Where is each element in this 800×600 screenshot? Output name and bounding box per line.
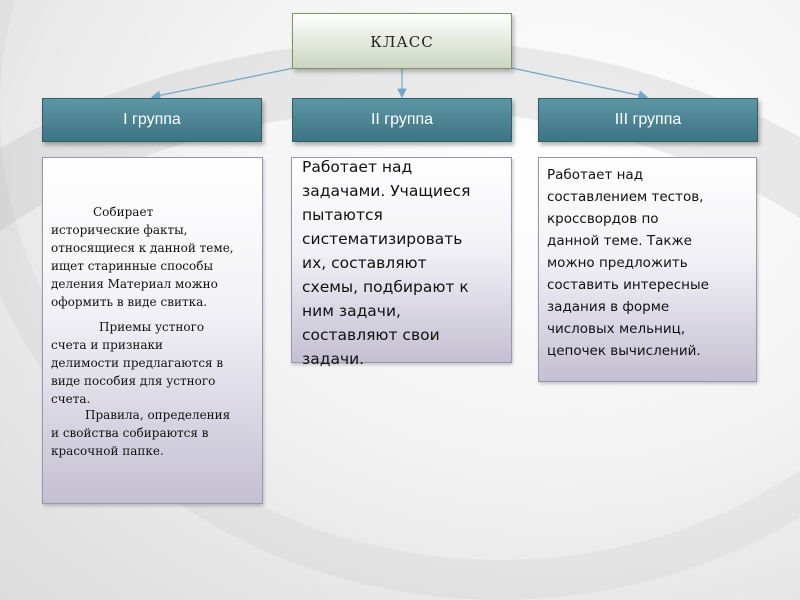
connector-to-group-3 bbox=[512, 68, 647, 97]
group-3-header-label: III группа bbox=[614, 111, 682, 128]
root-node-class bbox=[292, 13, 512, 69]
group-2-paragraph bbox=[302, 155, 512, 371]
group-3-line: кроссвордов по bbox=[547, 211, 659, 227]
group-1-paragraph bbox=[51, 318, 257, 408]
group-2-line: схемы, подбирают к bbox=[302, 278, 469, 296]
group-1-line: и свойства собираются в bbox=[51, 426, 209, 440]
group-1-line: ищет старинные способы bbox=[51, 259, 214, 273]
group-1-line: счета и признаки bbox=[51, 338, 164, 352]
group-1-header bbox=[42, 98, 262, 142]
group-1-line: красочной папке. bbox=[51, 444, 164, 458]
group-2-line: систематизировать bbox=[302, 230, 463, 248]
group-3-paragraph bbox=[547, 164, 755, 362]
group-1-line: виде пособия для устного bbox=[51, 374, 216, 388]
group-1-line: счета. bbox=[51, 392, 91, 406]
group-1-paragraph bbox=[51, 203, 257, 311]
group-2-line: пытаются bbox=[302, 206, 383, 224]
group-3-line: данной теме. Также bbox=[547, 233, 692, 249]
group-2-line: составляют свои bbox=[302, 326, 440, 344]
group-3-line: задания в форме bbox=[547, 299, 670, 315]
group-3-description bbox=[538, 157, 757, 382]
group-1-line: относящиеся к данной теме, bbox=[51, 241, 234, 255]
group-3-header bbox=[538, 98, 758, 142]
group-3-line: числовых мельниц, bbox=[547, 321, 686, 337]
group-3-line: составить интересные bbox=[547, 277, 709, 293]
group-1-line: Приемы устного bbox=[99, 320, 205, 334]
group-1-paragraph bbox=[51, 406, 257, 460]
group-1-line: делимости предлагаются в bbox=[51, 356, 224, 370]
group-1-line: Правила, определения bbox=[85, 408, 231, 422]
group-2-line: их, составляют bbox=[302, 254, 427, 272]
group-2-line: Работает над bbox=[302, 158, 413, 176]
group-2-header bbox=[292, 98, 512, 142]
group-2-line: задачами. Учащиеся bbox=[302, 182, 471, 200]
group-1-line: исторические факты, bbox=[51, 223, 188, 237]
group-1-line: Собирает bbox=[93, 205, 154, 219]
group-1-description bbox=[42, 157, 263, 504]
group-2-description bbox=[291, 157, 512, 368]
group-1-line: деления Материал можно bbox=[51, 277, 218, 291]
root-node-label: КЛАСС bbox=[370, 33, 434, 51]
group-3-line: можно предложить bbox=[547, 255, 688, 271]
connector-to-group-1 bbox=[152, 68, 294, 97]
group-1-header-label: I группа bbox=[123, 111, 181, 128]
group-3-line: цепочек вычислений. bbox=[547, 343, 701, 359]
group-2-line: ним задачи, bbox=[302, 302, 401, 320]
group-2-line: задачи. bbox=[302, 350, 365, 368]
group-1-line: оформить в виде свитка. bbox=[51, 295, 208, 309]
group-3-line: составлением тестов, bbox=[547, 189, 704, 205]
group-2-header-label: II группа bbox=[370, 111, 434, 128]
group-3-line: Работает над bbox=[547, 167, 644, 183]
